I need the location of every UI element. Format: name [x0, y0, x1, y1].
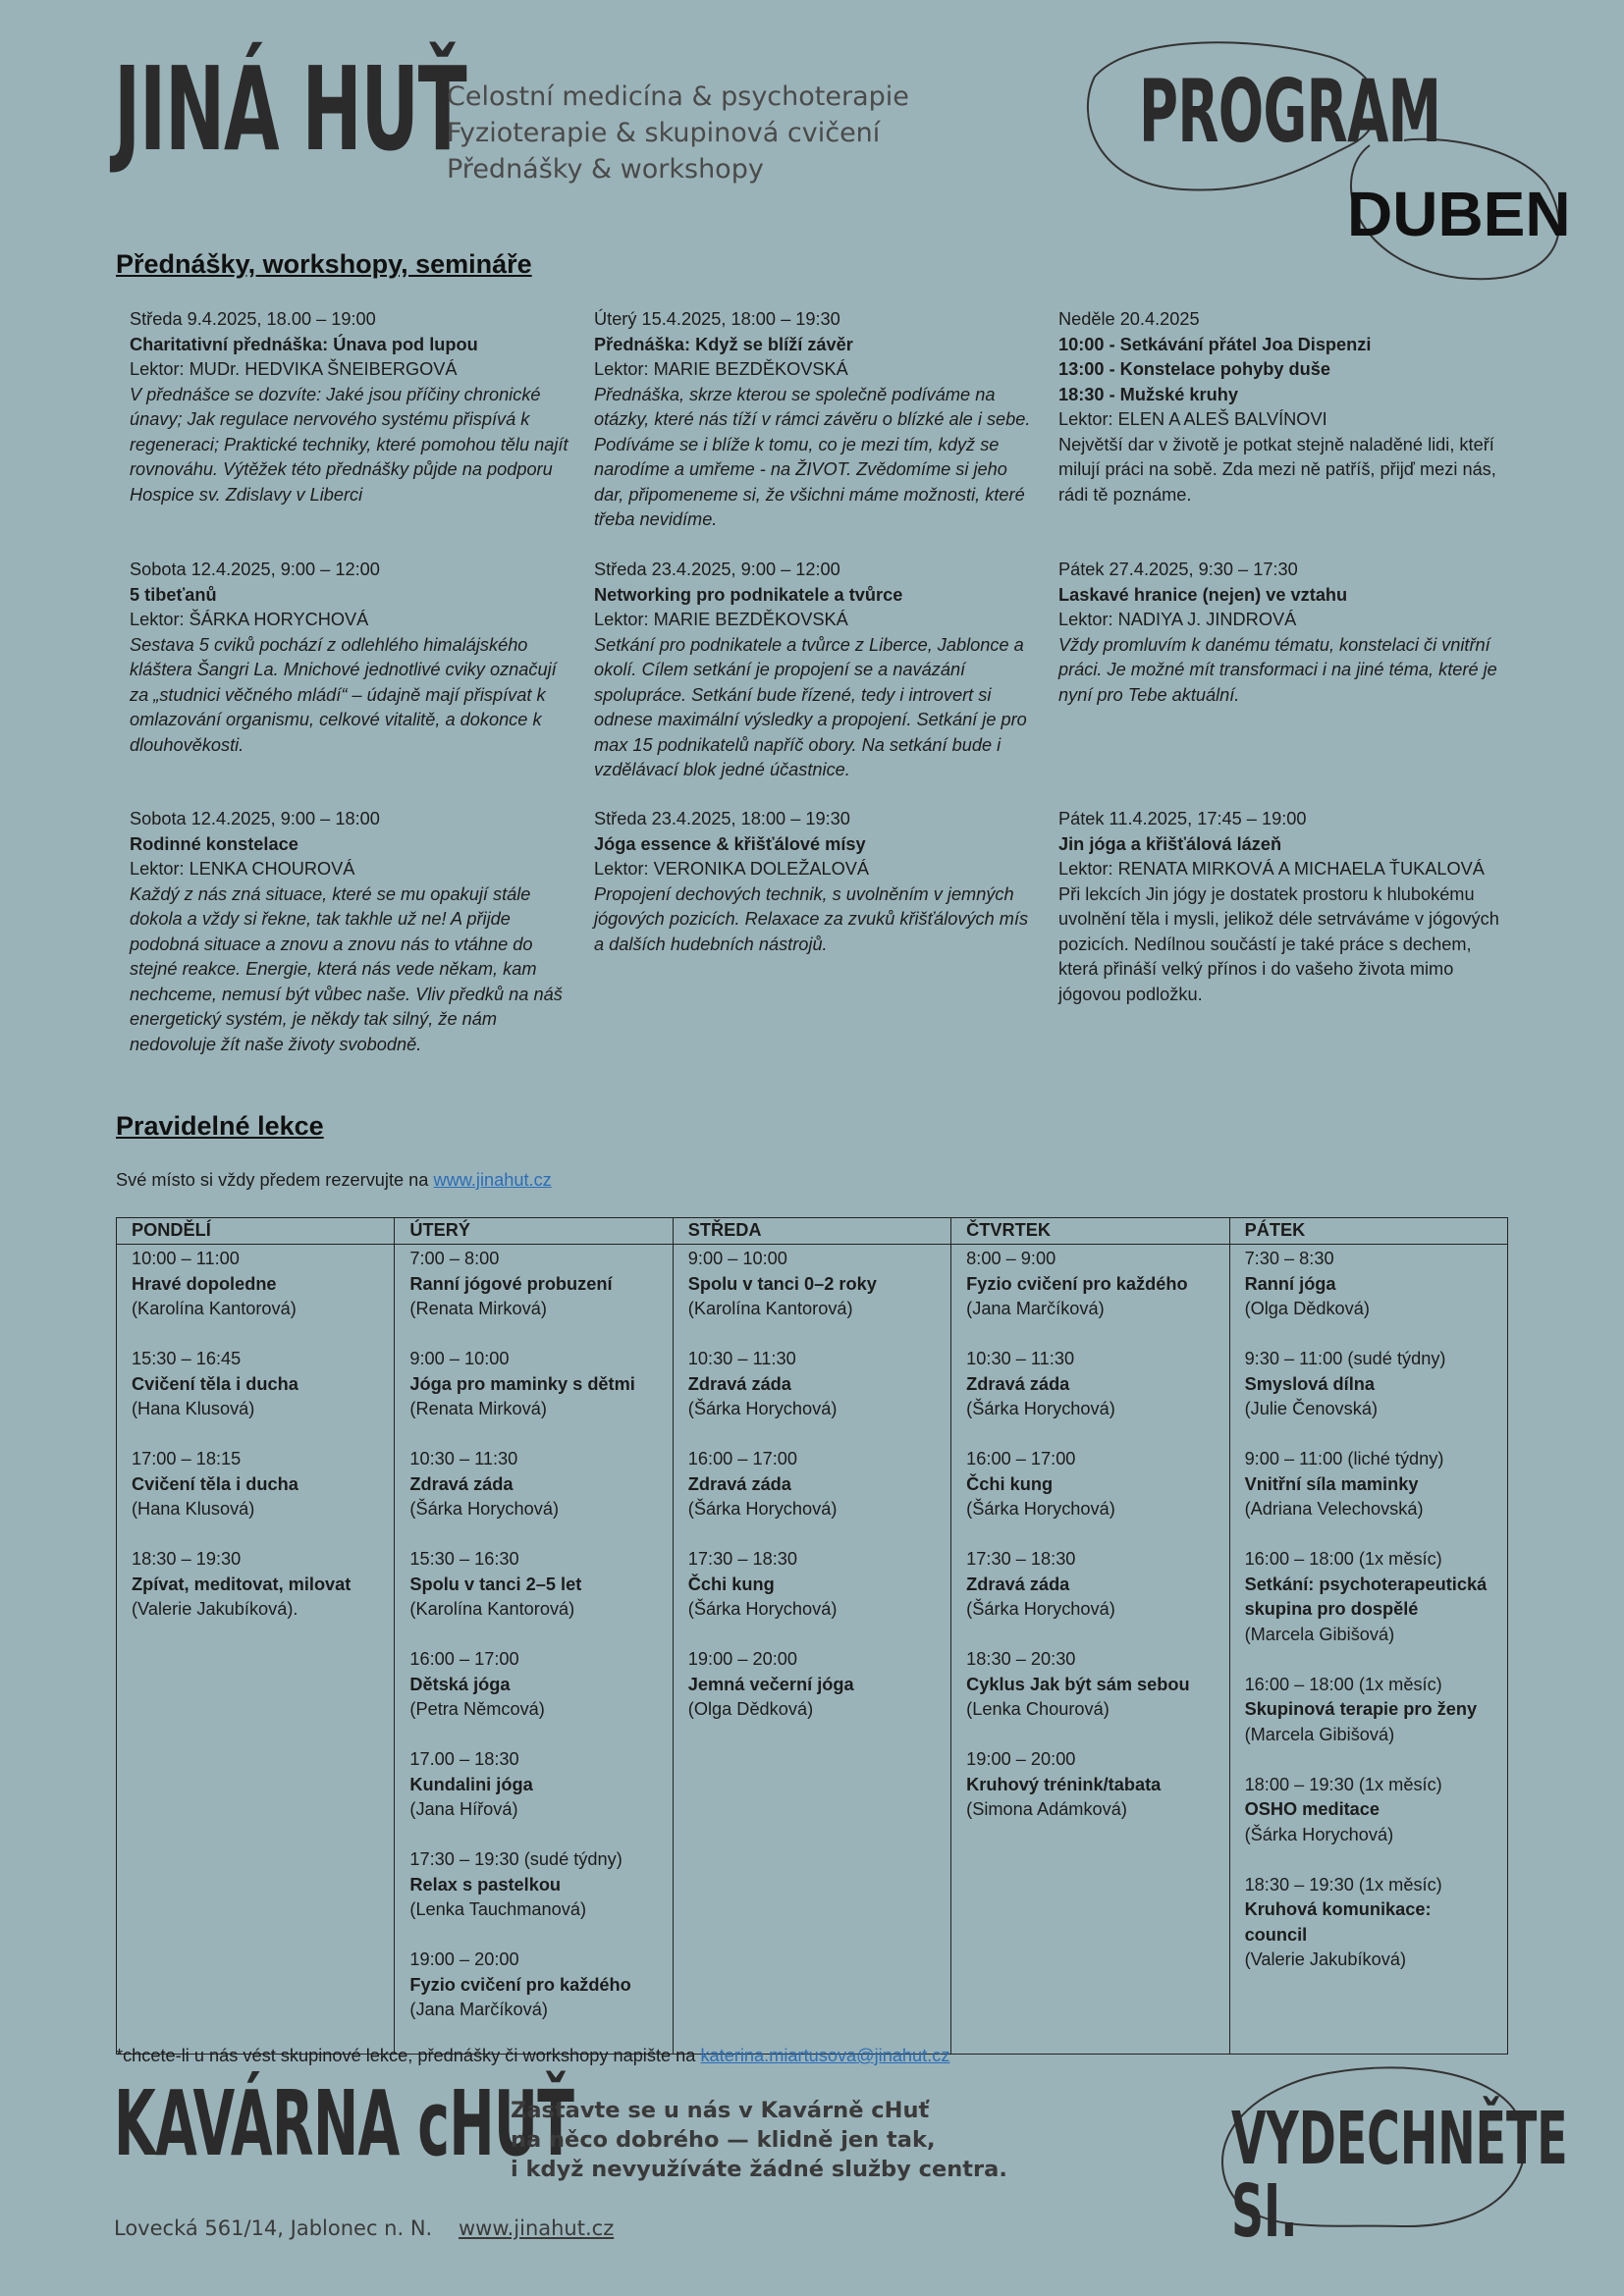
event-lector: Lektor: MARIE BEZDĚKOVSKÁ — [594, 610, 848, 629]
lesson-title: Spolu v tanci 2–5 let — [409, 1574, 582, 1594]
event-date: Středa 23.4.2025, 18:00 – 19:30 — [594, 809, 850, 828]
schedule-row — [117, 1245, 1508, 2055]
lesson-slot — [1245, 1547, 1492, 1647]
lesson-slot — [1245, 1773, 1492, 1848]
lesson-instructor: (Jana Hířová) — [409, 1799, 518, 1819]
day-column — [951, 1245, 1229, 2055]
lesson-time: 8:00 – 9:00 — [966, 1249, 1056, 1268]
lesson-time: 10:00 – 11:00 — [132, 1249, 240, 1268]
event-date: Úterý 15.4.2025, 18:00 – 19:30 — [594, 309, 840, 329]
lesson-time: 17.00 – 18:30 — [409, 1749, 519, 1769]
lesson-slot — [688, 1647, 936, 1723]
tagline: Přednášky & workshopy — [447, 154, 764, 185]
lesson-title: Zdravá záda — [687, 1373, 791, 1394]
lesson-time: 19:00 – 20:00 — [687, 1649, 798, 1669]
lesson-title: Fyzio cvičení pro každého — [409, 1974, 631, 1995]
lesson-slot — [966, 1347, 1214, 1422]
lesson-slot — [409, 1447, 657, 1522]
event-description: Největší dar v životě je potkat stejně naladěné lidi, kteří milují práci na sobě. Zda mezi ně patříš, přijď mezi nás, rádi tě poznáme. — [1058, 434, 1496, 505]
event-description: V přednášce se dozvíte: Jaké jsou příčiny chronické únavy; Jak regulace nervového systému přispívá k regeneraci; Praktické techniky, které pomohou tělu najít rovnováhu. Výtěžek této přednášky půjde na podporu Hospice sv. Zdislavy v Liberci — [130, 384, 568, 505]
schedule-table — [116, 1217, 1508, 2055]
lesson-instructor: (Lenka Chourová) — [966, 1699, 1110, 1719]
reserve-link[interactable]: www.jinahut.cz — [433, 1170, 552, 1190]
lesson-instructor: (Jana Marčíková) — [966, 1299, 1105, 1318]
event-card — [130, 307, 576, 507]
footnote-text: *chcete-li u nás vést skupinové lekce, přednášky či workshopy napište na — [116, 2046, 701, 2065]
lesson-title: Hravé dopoledne — [132, 1273, 277, 1294]
lesson-slot — [1245, 1247, 1492, 1322]
event-date: Sobota 12.4.2025, 9:00 – 18:00 — [130, 809, 380, 828]
lesson-title: Relax s pastelkou — [409, 1874, 562, 1895]
day-header: ÚTERÝ — [395, 1218, 673, 1245]
logo-jina-hut: JINÁ HUŤ — [114, 41, 466, 177]
event-title: 13:00 - Konstelace pohyby duše — [1058, 359, 1330, 379]
lesson-instructor: (Karolína Kantorová) — [409, 1599, 575, 1619]
website-link[interactable]: www.jinahut.cz — [459, 2216, 615, 2240]
lesson-time: 10:30 – 11:30 — [687, 1349, 796, 1368]
event-date: Neděle 20.4.2025 — [1058, 309, 1200, 329]
lesson-title: Jóga pro maminky s dětmi — [409, 1373, 635, 1394]
lesson-title: Čchi kung — [966, 1473, 1054, 1494]
lesson-title: Spolu v tanci 0–2 roky — [687, 1273, 877, 1294]
lesson-instructor: (Adriana Velechovská) — [1244, 1499, 1424, 1519]
tagline: Celostní medicína & psychoterapie — [447, 81, 909, 112]
lesson-time: 18:30 – 19:30 (1x měsíc) — [1244, 1874, 1442, 1895]
lesson-time: 17:30 – 18:30 — [687, 1549, 798, 1569]
month-title: DUBEN — [1347, 179, 1571, 249]
lesson-slot — [688, 1247, 936, 1322]
lesson-title: Fyzio cvičení pro každého — [966, 1273, 1188, 1294]
lesson-title: Kruhový trénink/tabata — [966, 1774, 1162, 1794]
day-header: ČTVRTEK — [951, 1218, 1229, 1245]
lesson-slot — [409, 1847, 657, 1923]
event-title: Přednáška: Když se blíží závěr — [594, 334, 853, 354]
lesson-time: 16:00 – 17:00 — [966, 1449, 1076, 1468]
event-description: Vždy promluvím k danému tématu, konstelaci či vnitřní práci. Je možné mít transformaci i na jiné téma, které je nyní pro Tebe aktuální. — [1058, 634, 1497, 705]
lesson-slot — [966, 1447, 1214, 1522]
lesson-title: Čchi kung — [687, 1574, 775, 1594]
event-card — [594, 307, 1041, 533]
lesson-slot — [966, 1747, 1214, 1823]
lesson-title: Cvičení těla i ducha — [132, 1473, 298, 1494]
day-column — [395, 1245, 673, 2055]
lesson-time: 7:30 – 8:30 — [1244, 1249, 1334, 1268]
lesson-instructor: (Simona Adámková) — [966, 1799, 1127, 1819]
event-lector: Lektor: MARIE BEZDĚKOVSKÁ — [594, 359, 848, 379]
event-title: Jin jóga a křišťálová lázeň — [1058, 833, 1282, 854]
event-lector: Lektor: MUDr. HEDVIKA ŠNEIBERGOVÁ — [130, 359, 458, 379]
lesson-time: 15:30 – 16:45 — [132, 1349, 242, 1368]
event-title: Laskavé hranice (nejen) ve vztahu — [1058, 584, 1348, 605]
lesson-title: Vnitřní síla maminky — [1244, 1473, 1419, 1494]
lesson-slot — [688, 1447, 936, 1522]
lesson-title: Zdravá záda — [687, 1473, 791, 1494]
event-lector: Lektor: NADIYA J. JINDROVÁ — [1058, 610, 1297, 629]
taglines — [447, 79, 909, 187]
lesson-instructor: (Olga Dědková) — [1244, 1299, 1370, 1318]
address: Lovecká 561/14, Jablonec n. N. — [114, 2216, 433, 2240]
lesson-time: 9:00 – 11:00 (liché týdny) — [1244, 1449, 1444, 1468]
lesson-slot — [688, 1347, 936, 1422]
reserve-note — [116, 1170, 552, 1191]
lesson-slot — [966, 1547, 1214, 1623]
lesson-instructor: (Renata Mirková) — [409, 1299, 547, 1318]
lesson-instructor: (Lenka Tauchmanová) — [409, 1899, 587, 1919]
reserve-text: Své místo si vždy předem rezervujte na — [116, 1170, 434, 1190]
event-description: Přednáška, skrze kterou se společně podíváme na otázky, které nás tíží v rámci závěru o blízké ale i sebe. Podíváme se i blíže k tomu, co je mezi tím, když se narodíme a umřeme - na ŽIVOT. Zvědomíme si jeho dar, připomeneme si, že všichni máme možnosti, které třeba nevidíme. — [594, 384, 1031, 529]
event-card — [1058, 558, 1505, 708]
lesson-title: Zdravá záda — [966, 1373, 1070, 1394]
lesson-time: 18:00 – 19:30 (1x měsíc) — [1244, 1774, 1442, 1794]
lesson-instructor: (Julie Čenovská) — [1244, 1399, 1379, 1418]
day-column — [1229, 1245, 1507, 2055]
lesson-time: 9:00 – 10:00 — [409, 1349, 510, 1368]
event-card — [594, 558, 1041, 783]
lesson-slot — [966, 1647, 1214, 1723]
lesson-slot — [1245, 1347, 1492, 1422]
lesson-slot — [409, 1247, 657, 1322]
day-header: PONDĚLÍ — [117, 1218, 395, 1245]
lesson-time: 17:30 – 19:30 (sudé týdny) — [409, 1849, 623, 1869]
lesson-time: 16:00 – 17:00 — [409, 1649, 519, 1669]
lesson-title: Ranní jógové probuzení — [409, 1273, 613, 1294]
lesson-instructor: (Valerie Jakubíková) — [1244, 1949, 1406, 1969]
event-title: Rodinné konstelace — [130, 833, 298, 854]
lesson-time: 7:00 – 8:00 — [409, 1249, 500, 1268]
footnote — [116, 2046, 949, 2066]
lesson-time: 17:30 – 18:30 — [966, 1549, 1076, 1569]
event-description: Každý z nás zná situace, které se mu opakují stále dokola a vždy si řekne, tak takhle už ne! A přijde podobná situace a znovu a znovu nás to vtáhne do stejné reakce. Energie, která nás vede někam, kam nechceme, nemusí být vůbec naše. Vliv předků na náš energetický systém, je někdy tak silný, že nám nedovoluje žít naše životy svobodně. — [130, 883, 563, 1054]
lesson-instructor: (Valerie Jakubíková). — [132, 1599, 298, 1619]
event-card — [594, 807, 1041, 957]
lesson-title: Ranní jóga — [1244, 1273, 1336, 1294]
lectures-heading: Přednášky, workshopy, semináře — [116, 249, 532, 279]
lesson-slot — [132, 1547, 379, 1623]
lesson-title: Smyslová dílna — [1244, 1373, 1375, 1394]
lesson-time: 15:30 – 16:30 — [409, 1549, 519, 1569]
lesson-slot — [1245, 1447, 1492, 1522]
day-column — [117, 1245, 395, 2055]
cafe-logo: KAVÁRNA cHUŤ — [114, 2071, 574, 2176]
lesson-title: Cyklus Jak být sám sebou — [966, 1674, 1190, 1694]
event-card — [1058, 807, 1510, 1007]
lesson-title: Setkání: psychoterapeutická skupina pro dospělé — [1244, 1574, 1488, 1619]
regular-heading: Pravidelné lekce — [116, 1111, 324, 1141]
event-lector: Lektor: VERONIKA DOLEŽALOVÁ — [594, 859, 869, 879]
event-title: Charitativní přednáška: Únava pod lupou — [130, 334, 478, 354]
lesson-time: 16:00 – 17:00 — [687, 1449, 798, 1468]
event-title: 5 tibeťanů — [130, 584, 217, 605]
lesson-title: Skupinová terapie pro ženy — [1244, 1699, 1478, 1719]
lesson-instructor: (Karolína Kantorová) — [132, 1299, 297, 1318]
lesson-slot — [409, 1747, 657, 1823]
tagline: Fyzioterapie & skupinová cvičení — [447, 118, 881, 148]
event-title: 18:30 - Mužské kruhy — [1058, 384, 1238, 404]
cafe-line: na něco dobrého — klidně jen tak, — [511, 2127, 936, 2153]
event-date: Středa 9.4.2025, 18.00 – 19:00 — [130, 309, 376, 329]
event-lector: Lektor: RENATA MIRKOVÁ A MICHAELA ŤUKALOVÁ — [1058, 859, 1485, 879]
lesson-instructor: (Šárka Horychová) — [966, 1399, 1115, 1418]
slogan: VYDECHNĚTE SI. — [1231, 2097, 1568, 2254]
lesson-title: Cvičení těla i ducha — [132, 1373, 298, 1394]
lesson-title: Kundalini jóga — [409, 1774, 533, 1794]
lesson-instructor: (Hana Klusová) — [132, 1399, 255, 1418]
lesson-time: 9:30 – 11:00 (sudé týdny) — [1244, 1349, 1446, 1368]
lesson-instructor: (Jana Marčíková) — [409, 2000, 548, 2019]
lesson-time: 19:00 – 20:00 — [409, 1949, 519, 1969]
event-title: Networking pro podnikatele a tvůrce — [594, 584, 903, 605]
lesson-instructor: (Šárka Horychová) — [966, 1599, 1115, 1619]
lesson-time: 17:00 – 18:15 — [132, 1449, 242, 1468]
program-title: PROGRAM — [1139, 61, 1441, 162]
day-header: PÁTEK — [1229, 1218, 1507, 1245]
lesson-instructor: (Šárka Horychová) — [966, 1499, 1115, 1519]
event-description: Propojení dechových technik, s uvolněním v jemných jógových pozicích. Relaxace za zvuků křišťálových mís a dalších hudebních nástrojů. — [594, 883, 1029, 954]
lesson-slot — [409, 1948, 657, 2023]
lesson-time: 19:00 – 20:00 — [966, 1749, 1076, 1769]
event-card — [1058, 307, 1505, 507]
lesson-instructor: (Marcela Gibišová) — [1244, 1624, 1395, 1644]
lesson-instructor: (Šárka Horychová) — [687, 1599, 838, 1619]
day-column — [673, 1245, 950, 2055]
lesson-title: Zpívat, meditovat, milovat — [132, 1574, 352, 1594]
lesson-instructor: (Petra Němcová) — [409, 1699, 545, 1719]
lesson-slot — [966, 1247, 1214, 1322]
event-date: Pátek 27.4.2025, 9:30 – 17:30 — [1058, 560, 1298, 579]
event-date: Středa 23.4.2025, 9:00 – 12:00 — [594, 560, 840, 579]
lesson-slot — [132, 1347, 379, 1422]
event-lector: Lektor: ELEN A ALEŠ BALVÍNOVI — [1058, 409, 1327, 429]
lesson-slot — [1245, 1673, 1492, 1748]
lesson-time: 16:00 – 18:00 (1x měsíc) — [1244, 1549, 1442, 1569]
lesson-instructor: (Šárka Horychová) — [687, 1499, 838, 1519]
lesson-instructor: (Šárka Horychová) — [409, 1499, 560, 1519]
footnote-email-link[interactable]: katerina.miartusova@jinahut.cz — [700, 2046, 950, 2065]
event-description: Setkání pro podnikatele a tvůrce z Liberce, Jablonce a okolí. Cílem setkání je propojení se a navázání spolupráce. Setkání bude řízené, tedy i introvert si odnese maximální výsledky a propojení. Setkání je pro max 15 podnikatelů napříč obory. Na setkání bude i vzdělávací blok jedné účastnice. — [594, 634, 1027, 779]
lesson-slot — [409, 1347, 657, 1422]
lesson-title: OSHO meditace — [1244, 1799, 1380, 1819]
cafe-line: Zastavte se u nás v Kavárně cHuť — [511, 2098, 930, 2123]
lesson-title: Zdravá záda — [409, 1473, 514, 1494]
event-card — [130, 807, 576, 1057]
lesson-slot — [409, 1647, 657, 1723]
event-description: Sestava 5 cviků pochází z odlehlého himalájského kláštera Šangri La. Mnichové jednotlivé cviky označují za „studnici věčného mládí“ – údajně mají přispívat k omlazování organismu, celkové vitalitě, a dokonce k dlouhověkosti. — [130, 634, 557, 755]
event-lector: Lektor: ŠÁRKA HORYCHOVÁ — [130, 610, 369, 629]
event-title: Jóga essence & křišťálové mísy — [594, 833, 866, 854]
event-date: Pátek 11.4.2025, 17:45 – 19:00 — [1058, 809, 1307, 828]
lesson-time: 10:30 – 11:30 — [966, 1349, 1075, 1368]
event-description: Při lekcích Jin jógy je dostatek prostoru k hlubokému uvolnění těla i mysli, jelikož déle setrváváme v jógových pozicích. Nedílnou součástí je také práce s dechem, která přináší velký přínos i do vašeho života mimo jógovou podložku. — [1058, 883, 1499, 1004]
cafe-line: i když nevyužíváte žádné služby centra. — [511, 2157, 1007, 2182]
day-header: STŘEDA — [673, 1218, 950, 1245]
lesson-time: 18:30 – 20:30 — [966, 1649, 1076, 1669]
lesson-title: Jemná večerní jóga — [687, 1674, 854, 1694]
event-card — [130, 558, 576, 758]
event-date: Sobota 12.4.2025, 9:00 – 12:00 — [130, 560, 380, 579]
lesson-slot — [1245, 1873, 1492, 1973]
lesson-title: Zdravá záda — [966, 1574, 1070, 1594]
lesson-title: Dětská jóga — [409, 1674, 511, 1694]
lesson-instructor: (Olga Dědková) — [687, 1699, 814, 1719]
event-lector: Lektor: LENKA CHOUROVÁ — [130, 859, 355, 879]
schedule-header-row — [117, 1218, 1508, 1245]
lesson-instructor: (Karolína Kantorová) — [687, 1299, 853, 1318]
event-title: 10:00 - Setkávání přátel Joa Dispenzi — [1058, 334, 1372, 354]
lesson-instructor: (Šárka Horychová) — [687, 1399, 838, 1418]
lesson-slot — [132, 1247, 379, 1322]
lesson-instructor: (Renata Mirková) — [409, 1399, 547, 1418]
lesson-slot — [409, 1547, 657, 1623]
cafe-text — [511, 2096, 1007, 2184]
lesson-time: 18:30 – 19:30 — [132, 1549, 242, 1569]
lesson-time: 16:00 – 18:00 (1x měsíc) — [1244, 1674, 1442, 1694]
lesson-slot — [688, 1547, 936, 1623]
lesson-time: 9:00 – 10:00 — [687, 1249, 787, 1268]
lesson-instructor: (Hana Klusová) — [132, 1499, 255, 1519]
lesson-instructor: (Marcela Gibišová) — [1244, 1724, 1395, 1744]
lesson-title: Kruhová komunikace: council — [1244, 1899, 1432, 1945]
lesson-slot — [132, 1447, 379, 1522]
lesson-time: 10:30 – 11:30 — [409, 1449, 518, 1468]
lesson-instructor: (Šárka Horychová) — [1244, 1824, 1394, 1844]
